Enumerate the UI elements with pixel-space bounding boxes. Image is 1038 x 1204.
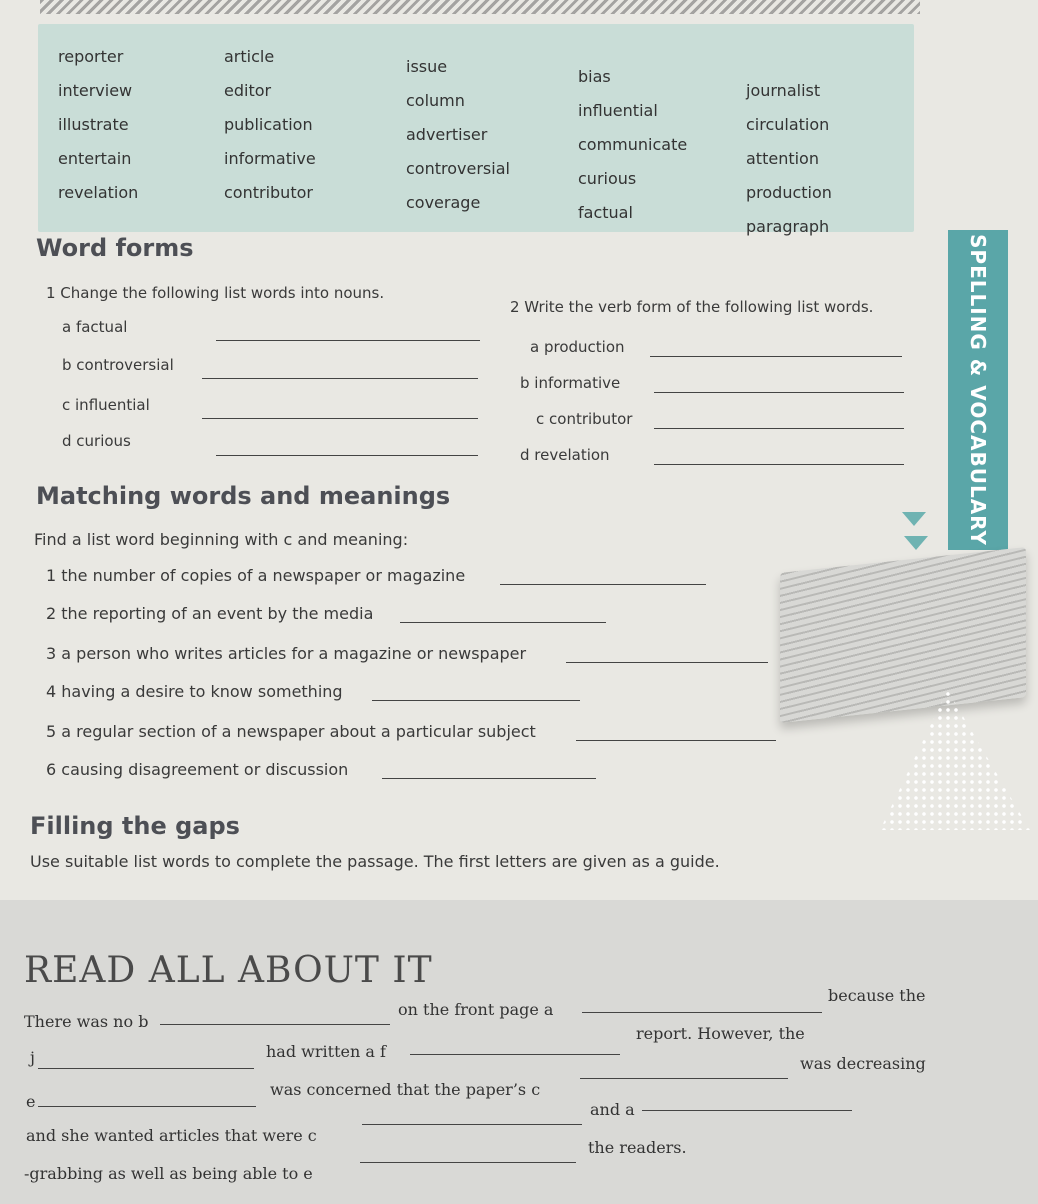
- passage-gap[interactable]: [160, 1024, 390, 1025]
- exercise-1-item: c influential: [62, 396, 150, 414]
- answer-line[interactable]: [372, 700, 580, 701]
- exercise-1-item: b controversial: [62, 356, 174, 374]
- triangle-marker-icon: [904, 536, 928, 550]
- passage-panel: [0, 900, 1038, 1204]
- word-column-1: [58, 40, 138, 210]
- answer-line[interactable]: [202, 418, 478, 419]
- passage-text: e: [26, 1092, 36, 1111]
- decorative-dot-triangle: [880, 690, 1030, 830]
- passage-title: READ ALL ABOUT IT: [24, 950, 433, 991]
- list-word: revelation: [58, 183, 139, 202]
- passage-gap[interactable]: [410, 1054, 620, 1055]
- passage-text: was decreasing: [800, 1054, 926, 1073]
- exercise-2-item: b informative: [520, 374, 621, 392]
- list-word: attention: [746, 149, 819, 168]
- word-column-3: [406, 50, 510, 220]
- list-word: article: [224, 47, 275, 66]
- newspaper-stack-image: [780, 547, 1026, 723]
- answer-line[interactable]: [382, 778, 596, 779]
- answer-line[interactable]: [566, 662, 768, 663]
- side-tab-label: SPELLING & VOCABULARY: [966, 234, 990, 546]
- passage-text: because the: [828, 986, 926, 1005]
- matching-item: 4 having a desire to know something: [46, 682, 343, 701]
- passage-text: and a: [590, 1100, 635, 1119]
- answer-line[interactable]: [654, 392, 904, 393]
- exercise-2-item: c contributor: [536, 410, 633, 428]
- triangle-marker-icon: [902, 512, 926, 526]
- list-word: editor: [224, 81, 272, 100]
- word-column-2: [224, 40, 316, 210]
- matching-instruction: Find a list word beginning with c and meaning:: [34, 530, 409, 549]
- filling-instruction: Use suitable list words to complete the passage. The first letters are given as a guide.: [30, 852, 720, 871]
- list-word: reporter: [58, 47, 124, 66]
- passage-text: and she wanted articles that were c: [26, 1126, 317, 1145]
- answer-line[interactable]: [654, 428, 904, 429]
- answer-line[interactable]: [202, 378, 478, 379]
- list-word: entertain: [58, 149, 132, 168]
- passage-gap[interactable]: [580, 1078, 788, 1079]
- word-forms-heading: Word forms: [36, 234, 194, 262]
- list-word: contributor: [224, 183, 313, 202]
- passage-gap[interactable]: [360, 1162, 576, 1163]
- filling-heading: Filling the gaps: [30, 812, 240, 840]
- passage-text: was concerned that the paper’s c: [270, 1080, 541, 1099]
- list-word: communicate: [578, 135, 688, 154]
- list-word: production: [746, 183, 832, 202]
- answer-line[interactable]: [576, 740, 776, 741]
- answer-line[interactable]: [500, 584, 706, 585]
- answer-line[interactable]: [216, 340, 480, 341]
- matching-heading: Matching words and meanings: [36, 482, 451, 510]
- passage-gap[interactable]: [582, 1012, 822, 1013]
- matching-item: 1 the number of copies of a newspaper or magazine: [46, 566, 466, 585]
- exercise-2-instruction: 2 Write the verb form of the following list words.: [510, 298, 874, 316]
- passage-gap[interactable]: [642, 1110, 852, 1111]
- answer-line[interactable]: [654, 464, 904, 465]
- list-word: influential: [578, 101, 658, 120]
- list-word: publication: [224, 115, 313, 134]
- passage-text: There was no b: [24, 1012, 149, 1031]
- passage-text: the readers.: [588, 1138, 687, 1157]
- list-word: factual: [578, 203, 633, 222]
- list-word: journalist: [746, 81, 821, 100]
- list-word: advertiser: [406, 125, 488, 144]
- exercise-1-item: a factual: [62, 318, 128, 336]
- passage-text: j: [30, 1048, 35, 1067]
- exercise-1-instruction: 1 Change the following list words into nouns.: [46, 284, 385, 302]
- passage-text: had written a f: [266, 1042, 386, 1061]
- word-list-box: [38, 24, 914, 236]
- exercise-1-item: d curious: [62, 432, 131, 450]
- list-word: illustrate: [58, 115, 129, 134]
- answer-line[interactable]: [216, 455, 478, 456]
- exercise-2-item: a production: [530, 338, 625, 356]
- matching-item: 6 causing disagreement or discussion: [46, 760, 349, 779]
- list-word: circulation: [746, 115, 830, 134]
- passage-gap[interactable]: [362, 1124, 582, 1125]
- passage-text: report. However, the: [636, 1024, 805, 1043]
- passage-text: -grabbing as well as being able to e: [24, 1164, 313, 1183]
- list-word: controversial: [406, 159, 510, 178]
- list-word: interview: [58, 81, 133, 100]
- list-word: issue: [406, 57, 448, 76]
- matching-item: 2 the reporting of an event by the media: [46, 604, 374, 623]
- decorative-zigzag-border: [40, 0, 920, 14]
- list-word: coverage: [406, 193, 481, 212]
- matching-item: 5 a regular section of a newspaper about a particular subject: [46, 722, 536, 741]
- list-word: paragraph: [746, 217, 830, 236]
- word-column-5: [746, 74, 832, 244]
- exercise-2-item: d revelation: [520, 446, 610, 464]
- matching-item: 3 a person who writes articles for a magazine or newspaper: [46, 644, 527, 663]
- answer-line[interactable]: [650, 356, 902, 357]
- list-word: column: [406, 91, 465, 110]
- list-word: bias: [578, 67, 611, 86]
- passage-text: on the front page a: [398, 1000, 554, 1019]
- word-column-4: [578, 60, 687, 230]
- passage-gap[interactable]: [38, 1106, 256, 1107]
- passage-gap[interactable]: [38, 1068, 254, 1069]
- list-word: curious: [578, 169, 637, 188]
- answer-line[interactable]: [400, 622, 606, 623]
- list-word: informative: [224, 149, 316, 168]
